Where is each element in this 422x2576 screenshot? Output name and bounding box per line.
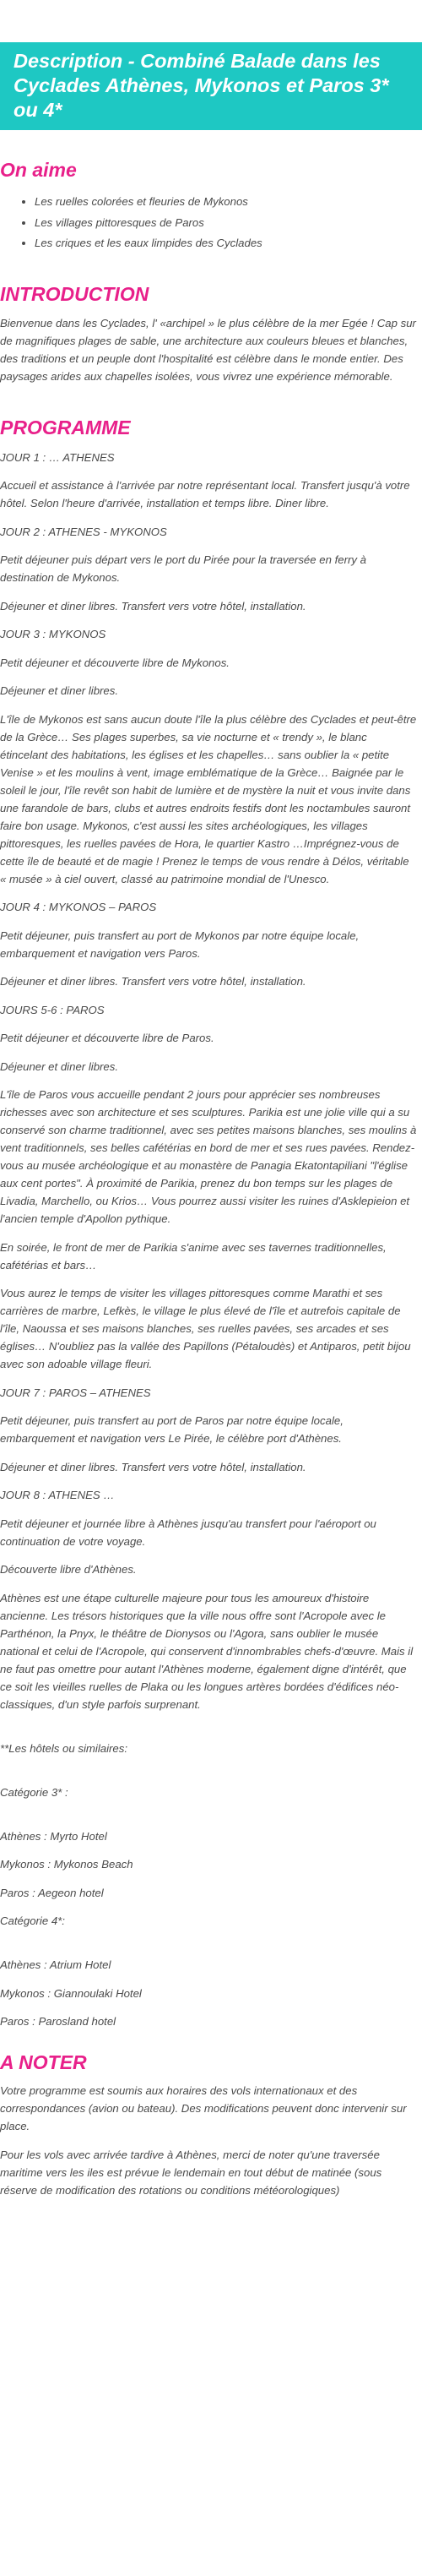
paragraph: Découverte libre d'Athènes. [0,1563,137,1576]
programme-body [0,449,417,2031]
list-item: • Les ruelles colorées et fleuries de Mykonos [35,192,417,213]
hotel-item: Athènes : Atrium Hotel [0,1958,111,1971]
title-banner [0,42,422,130]
paragraph: Déjeuner et diner libres. Transfert vers votre hôtel, installation. [0,975,306,988]
heading-introduction: INTRODUCTION [0,282,149,305]
hotel-category: Catégorie 3* : [0,1785,68,1799]
paragraph: Petit déjeuner et découverte libre de Paros. [0,1032,214,1044]
day-title: JOURS 5-6 : PAROS [0,1003,105,1016]
paragraph: Vous aurez le temps de visiter les villages pittoresques comme Marathi et ses carrières de marbre, Lefkès, le village le plus élevé de l'île et autrefois capitale de l'île, Naoussa et ses maisons blanches, ses ruelles pavées, ses arcades et ses églises… N'oubliez pas la vallée des Papillons (Pétaloudès) et Antiparos, petit bijou avec son adoable village fleuri. [0,1287,411,1370]
day-title: JOUR 7 : PAROS – ATHENES [0,1386,151,1399]
list-item: • Les criques et les eaux limpides des Cyclades [35,233,417,254]
day-title: JOUR 8 : ATHENES … [0,1489,115,1501]
hotel-item: Mykonos : Giannoulaki Hotel [0,1986,142,2000]
hotel-item: Paros : Parosland hotel [0,2015,116,2028]
hotel-item: Paros : Aegeon hotel [0,1886,104,1899]
hotel-item: Athènes : Myrto Hotel [0,1829,107,1843]
paragraph: L'île de Mykonos est sans aucun doute l'île la plus célèbre des Cyclades et peut-être de la Grèce… Ses plages superbes, sa vie nocturne et « trendy », le blanc étincelant des habitations, les églises et les chapelles… sans oublier la « petite Venise » et les moulins à vent, image emblématique de la Grèce… Baignée par le soleil le jour, l'île revêt son habit de lumière et de mystère la nuit et vous invite dans une farandole de bars, clubs et autres endroits festifs dont les noctambules sauront faire bon usage. Mykonos, c'est aussi les sites archéologiques, les villages pittoresques, les ruelles pavées de Hora, le quartier Kastro …Imprégnez-vous de cette île de beauté et de magie ! Prenez le temps de vous rendre à Délos, véritable « musée » à ciel ouvert, classé au patrimoine mondial de l'Unesco. [0,712,417,885]
page [0,42,422,2199]
page-title: Description - Combiné Balade dans les Cyclades Athènes, Mykonos et Paros 3* ou 4* [14,50,389,121]
day-title: JOUR 4 : MYKONOS – PAROS [0,901,157,913]
paragraph: Petit déjeuner, puis transfert au port de Mykonos par notre équipe locale, embarquement et navigation vers Paros. [0,929,360,960]
paragraph: Petit déjeuner et découverte libre de Mykonos. [0,656,230,669]
paragraph: Petit déjeuner et journée libre à Athènes jusqu'au transfert pour l'aéroport ou continuation de votre voyage. [0,1517,376,1548]
paragraph: Athènes est une étape culturelle majeure pour tous les amoureux d'histoire ancienne. Les trésors historiques que la ville nous offre sont l'Acropole avec le Parthénon, la Pnyx, le théâtre de Dionysos ou l'Agora, sans oublier le musée national et celui de l'Acropole, qui conservent d'innombrables chefs-d'œuvre. Mais il ne faut pas omettre pour autant l'Athènes moderne, également digne d'intérêt, que ce soit les vieilles ruelles de Plaka ou les longues artères bordées d'édifices néo-classiques, d'un style parfois surprenant. [0,1591,414,1711]
heading-a-noter: A NOTER [0,2051,87,2073]
hotel-category: Catégorie 4*: [0,1914,65,1927]
paragraph: En soirée, le front de mer de Parikia s'anime avec ses tavernes traditionnelles, cafétérias et bars… [0,1240,387,1272]
heading-on-aime: On aime [0,159,77,181]
section-a-noter [0,2050,417,2199]
list-item: • Les villages pittoresques de Paros [35,213,417,234]
hotel-item: Mykonos : Mykonos Beach [0,1858,133,1871]
paragraph: Petit déjeuner, puis transfert au port de Paros par notre équipe locale, embarquement et navigation vers Le Pirée, le célèbre port d'Athènes. [0,1414,344,1445]
content [0,158,422,2199]
section-on-aime [0,158,417,254]
paragraph: Déjeuner et diner libres. [0,1059,119,1073]
paragraph: Déjeuner et diner libres. Transfert vers votre hôtel, installation. [0,1460,306,1473]
heading-programme: PROGRAMME [0,416,131,438]
likes-list [0,192,417,254]
paragraph: Votre programme est soumis aux horaires des vols internationaux et des correspondances (avion ou bateau). Des modifications peuvent donc intervenir sur place. [0,2084,407,2132]
paragraph: Déjeuner et diner libres. [0,684,119,697]
day-title: JOUR 3 : MYKONOS [0,628,106,640]
paragraph: Accueil et assistance à l'arrivée par notre représentant local. Transfert jusqu'à votre hôtel. Selon l'heure d'arrivée, installation et temps libre. Diner libre. [0,479,410,509]
day-title: JOUR 1 : … ATHENES [0,450,115,464]
introduction-text: Bienvenue dans les Cyclades, l' «archipel » le plus célèbre de la mer Egée ! Cap sur de magnifiques plages de sable, une architecture aux couleurs bleues et blanches, des traditions et un peuple dont l'hospitalité est célèbre dans le monde entier. Des paysages arides aux chapelles isolées, vous vivrez une expérience mémorable. [0,316,416,383]
notes-body [0,2082,417,2199]
section-introduction [0,282,417,385]
paragraph: Pour les vols avec arrivée tardive à Athènes, merci de noter qu'une traversée maritime vers les iles est prévue le lendemain en tout début de matinée (sous réserve de modification des rotations ou conditions météorologiques) [0,2148,382,2197]
section-programme [0,416,417,2031]
paragraph: L'île de Paros vous accueille pendant 2 jours pour apprécier ses nombreuses richesses avec son architecture et ses sculptures. Parikia est une jolie ville qui a su conservé son charme traditionnel, avec ses petites maisons blanches, ses moulins à vent traditionnels, ses belles cafétérias en bord de mer et ses rues pavées. Rendez-vous au musée archéologique et au monastère de Panagia Ekatontapiliani "l'église aux cent portes". À proximité de Parikia, prenez du bon temps sur les plages de Livadia, Marchello, ou Krios… Vous pourrez aussi visiter les ruines d'Asklepieion et l'ancien temple d'Apollon pythique. [0,1088,417,1225]
paragraph: Petit déjeuner puis départ vers le port du Pirée pour la traversée en ferry à destination de Mykonos. [0,553,366,584]
paragraph: Déjeuner et diner libres. Transfert vers votre hôtel, installation. [0,599,306,613]
hotels-intro: **Les hôtels ou similaires: [0,1741,127,1755]
day-title: JOUR 2 : ATHENES - MYKONOS [0,525,167,538]
